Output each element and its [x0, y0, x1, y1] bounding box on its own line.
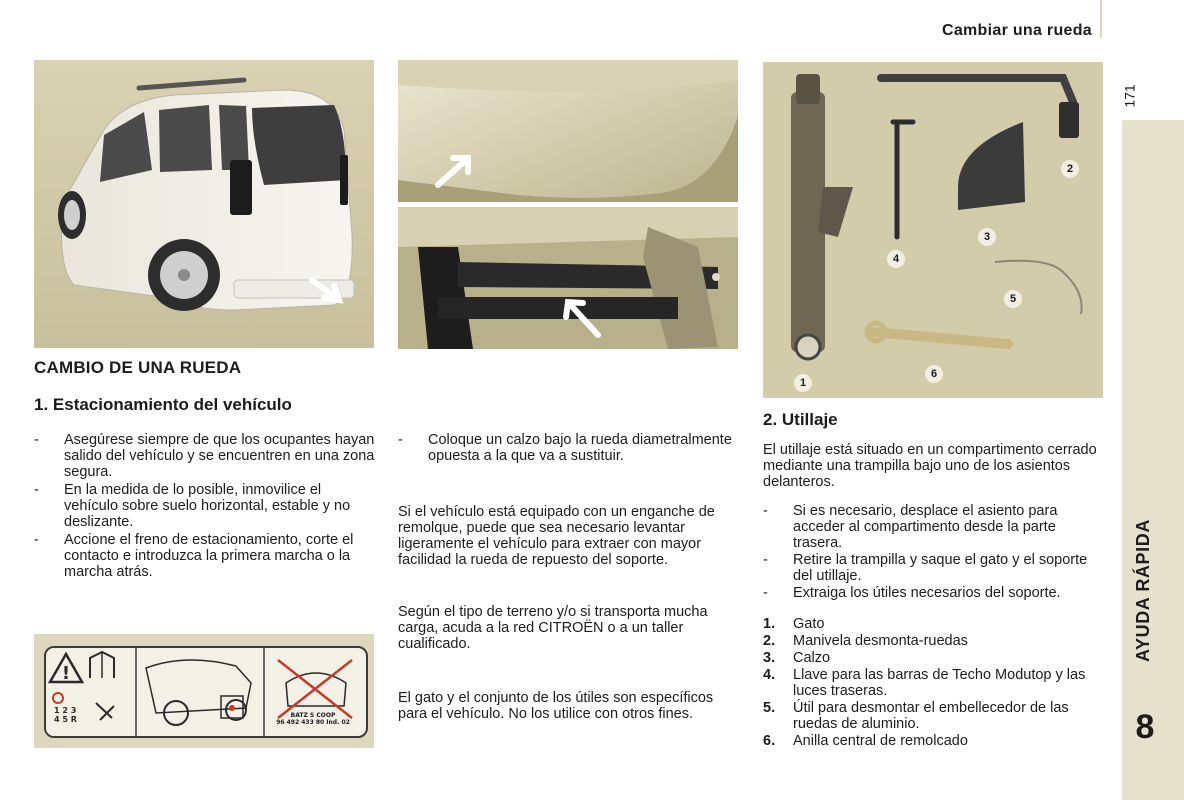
list-item	[763, 700, 1108, 732]
list-item: - Accione el freno de estacionamiento, corte el contacto e introduzca la primera marcha o la marcha atrás.	[34, 532, 379, 580]
list-item: - Retire la trampilla y saque el gato y el soporte del utillaje.	[763, 552, 1108, 584]
gear-digit: 2	[62, 706, 68, 715]
item-number: 1.	[763, 616, 776, 632]
page-title: Cambiar una rueda	[941, 22, 1092, 39]
list-item: - Coloque un calzo bajo la rueda diametralmente opuesta a la que va a sustituir.	[398, 432, 738, 464]
sticker-code-line2: 96 492 433 80 Ind. 02	[276, 719, 350, 726]
gear-digit: 3	[70, 706, 77, 715]
seat-photo	[398, 60, 738, 202]
specific-tools-paragraph: El gato y el conjunto de los útiles son específicos para el vehículo. No los utilice con otros fines.	[398, 690, 714, 722]
list-item	[763, 650, 1108, 666]
gear-digit: R	[70, 715, 77, 724]
list-item: - Asegúrese siempre de que los ocupantes hayan salido del vehículo y se encuentren en una zona segura.	[34, 432, 379, 480]
tools-list	[763, 616, 1108, 750]
item-number: 6.	[763, 733, 776, 749]
item-label: Anilla central de remolcado	[793, 733, 968, 749]
list-item	[763, 733, 1108, 749]
item-label: Útil para desmontar el embellecedor de las ruedas de aluminio.	[793, 700, 1069, 732]
parking-bullets	[34, 432, 379, 582]
item-label: Manivela desmonta-ruedas	[793, 633, 968, 649]
gear-digit: 1	[54, 706, 60, 715]
page-number	[1118, 66, 1142, 126]
gear-digit: 5	[62, 715, 68, 724]
item-number: 2.	[763, 633, 776, 649]
seat-illustration	[398, 60, 738, 202]
side-tab-label	[1128, 470, 1158, 710]
item-label: Gato	[793, 616, 825, 632]
parking-heading: 1. Estacionamiento del vehículo	[34, 395, 292, 414]
sticker-code-line1: BATZ S COOP	[290, 712, 336, 719]
gear-digit: 4	[54, 715, 60, 724]
tools-photo	[763, 62, 1103, 398]
page-number-text: 171	[1121, 84, 1138, 108]
item-number: 5.	[763, 700, 776, 716]
compartment-illustration	[398, 207, 738, 349]
tool-label-3: 3	[978, 228, 996, 246]
towbar-paragraph: Si el vehículo está equipado con un enganche de remolque, puede que sea necesario levantar ligeramente el vehículo para extraer con mayor facilidad la rueda de repuesto del soporte.	[398, 504, 715, 568]
car-illustration	[34, 60, 374, 348]
tools-illustration	[763, 62, 1103, 398]
car-rear-photo	[34, 60, 374, 348]
tools-bullets	[763, 503, 1108, 602]
gear-pattern	[54, 706, 94, 724]
side-tab-label-text: AYUDA RÁPIDA	[1132, 518, 1153, 662]
compartment-photo	[398, 207, 738, 349]
list-item	[763, 633, 1108, 649]
item-label: Llave para las barras de Techo Modutop y las luces traseras.	[793, 667, 1086, 699]
tool-label-6: 6	[925, 365, 943, 383]
list-item: - En la medida de lo posible, inmovilice el vehículo sobre suelo horizontal, estable y no deslizante.	[34, 482, 379, 530]
header-divider	[1100, 0, 1102, 38]
list-item: - Si es necesario, desplace el asiento para acceder al compartimento desde la parte trasera.	[763, 503, 1108, 551]
tool-label-5: 5	[1004, 290, 1022, 308]
chapter-number: 8	[1135, 708, 1155, 746]
section-heading: CAMBIO DE UNA RUEDA	[34, 358, 242, 377]
tool-label-4: 4	[887, 250, 905, 268]
chock-bullets	[398, 432, 738, 466]
list-item	[763, 667, 1108, 699]
tools-intro: El utillaje está situado en un compartimento cerrado mediante una trampilla bajo uno de los asientos delanteros.	[763, 442, 1097, 490]
sticker-code	[268, 712, 358, 726]
item-number: 3.	[763, 650, 776, 666]
tool-label-1: 1	[794, 374, 812, 392]
car-side-icon	[146, 660, 251, 713]
terrain-paragraph: Según el tipo de terreno y/o si transporta mucha carga, acuda a la red CITROËN o a un taller cualificado.	[398, 604, 708, 652]
tool-label-2: 2	[1061, 160, 1079, 178]
item-number: 4.	[763, 667, 776, 683]
list-item: - Extraiga los útiles necesarios del soporte.	[763, 585, 1108, 601]
prohibited-cross-icon	[278, 660, 352, 718]
item-label: Calzo	[793, 650, 831, 666]
tools-heading: 2. Utillaje	[763, 410, 838, 429]
list-item	[763, 616, 1108, 632]
svg-text:!: !	[61, 663, 71, 684]
